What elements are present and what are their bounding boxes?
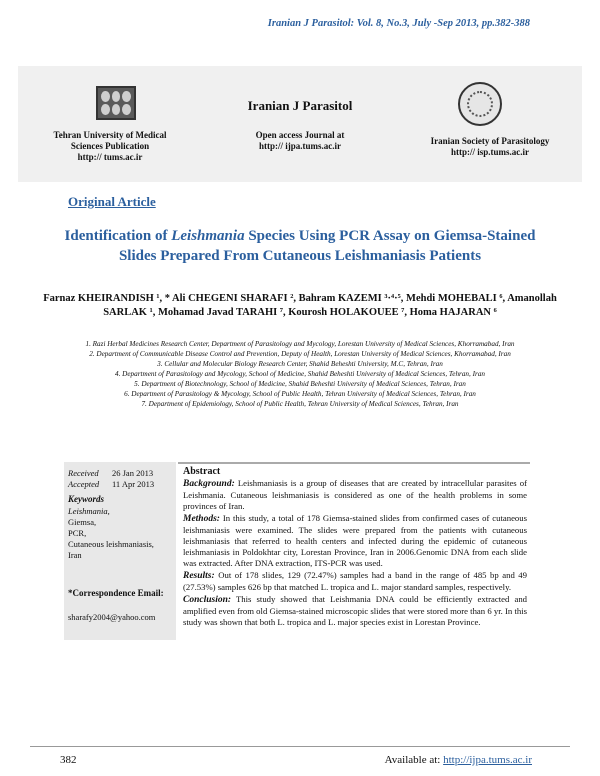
journal-link[interactable]: http://ijpa.tums.ac.ir	[443, 754, 532, 766]
masthead-society	[400, 136, 580, 158]
accepted-label: Accepted	[68, 479, 100, 489]
keywords-list	[68, 506, 154, 561]
conclusion-text: This study showed that Leishmania DNA could be efficiently extracted and amplified even from old Giemsa-stained microscopic slides that were stored more than 6 yr. In this study was shown that both L. tropica and L. major species exist in Lorestan Province.	[183, 594, 528, 627]
title-part-1: Identification of	[64, 228, 172, 244]
available-label: Available at:	[384, 754, 444, 766]
page-number: 382	[60, 754, 77, 766]
footer-divider	[30, 746, 570, 747]
masthead-journal-title: Iranian J Parasitol	[247, 98, 353, 113]
abstract-heading: Abstract	[183, 466, 221, 477]
background-text: Leishmaniasis is a group of diseases that are created by intracellular parasites of Leishmania. Cutaneous leishmaniasis is considered as one of the health problems in some provinces of Iran.	[183, 478, 527, 511]
keyword-item: Iran	[68, 550, 82, 560]
publisher-line-2: Sciences Publication	[70, 141, 150, 151]
affiliation-item: 5. Department of Biotechnology, School of Medicine, Shahid Beheshti University of Medical Sciences, Tehran, Iran	[134, 380, 466, 388]
affiliation-item: 6. Department of Parasitology & Mycology, School of Public Health, Tehran University of Medical Sciences, Tehran, Iran	[124, 390, 476, 398]
methods-label: Methods:	[183, 514, 220, 524]
affiliation-item: 3. Cellular and Molecular Biology Research Center, Shahid Beheshti University, M.C, Tehran, Iran	[157, 360, 443, 368]
correspondence-email[interactable]: sharafy2004@yahoo.com	[68, 612, 156, 622]
society-name: Iranian Society of Parasitology	[430, 136, 550, 146]
availability-note	[385, 754, 532, 766]
received-label: Received	[68, 468, 99, 478]
accepted-date: 11 Apr 2013	[112, 479, 155, 489]
correspondence-heading: *Correspondence Email:	[68, 588, 164, 598]
section-label: Original Article	[68, 194, 156, 209]
methods-text: In this study, a total of 178 Giemsa-stained slides from confirmed cases of cutaneous leishmaniasis were examined. The slides were prepared from the patients with cutaneous leishmaniasis that referred to health centers and infected during the epidemic of cutaneous leishmaniasis in Poldokhtar city, Lorestan Province, Iran in 2006.Genomic DNA from each slide was extracted. After DNA extraction, ITS-PCR was used.	[183, 513, 527, 568]
masthead-open-access	[220, 130, 380, 152]
article-dates	[68, 468, 154, 490]
results-text: Out of 178 slides, 129 (72.47%) samples had a band in the range of 485 bp and 49 (27.53%) samples 626 bp that matched L. tropica and L. major standard samples, respectively.	[183, 570, 527, 592]
affiliation-list	[30, 339, 570, 409]
publisher-line-1: Tehran University of Medical	[53, 130, 167, 140]
article-title	[60, 226, 540, 266]
title-genus: Leishmania	[171, 228, 245, 244]
affiliation-item: 2. Department of Communicable Disease Control and Prevention, Deputy of Health, Lorestan University of Medical Sciences, Khorramabad, Iran	[89, 350, 511, 358]
title-part-2: Species Using PCR Assay on Giemsa-Stained Slides Prepared From Cutaneous Leishmaniasis Patients	[118, 228, 536, 264]
author-list: Farnaz KHEIRANDISH ¹, * Ali CHEGENI SHARAFI ², Bahram KAZEMI ³·⁴·⁵, Mehdi MOHEBALI ⁶, Amanollah SARLAK ¹, Mohamad Javad TARAHI ⁷, Kourosh HOLAKOUEE ⁷, Homa HAJARAN ⁶	[43, 293, 557, 318]
masthead-publisher	[30, 130, 190, 163]
abstract-text	[183, 466, 527, 629]
keyword-item: Cutaneous leishmaniasis,	[68, 539, 154, 549]
received-date: 26 Jan 2013	[112, 468, 154, 478]
keyword-item: PCR,	[68, 528, 87, 538]
background-label: Background:	[183, 479, 235, 489]
keyword-item: Leishmania,	[68, 506, 110, 516]
society-url[interactable]: http:// isp.tums.ac.ir	[450, 147, 529, 157]
conclusion-label: Conclusion:	[183, 595, 232, 605]
journal-citation: Iranian J Parasitol: Vol. 8, No.3, July -Sep 2013, pp.382-388	[267, 18, 530, 29]
affiliation-item: 4. Department of Parasitology and Mycology, School of Medicine, Shahid Beheshti University of Medical Sciences, Tehran, Iran	[114, 370, 486, 378]
masthead-band	[18, 66, 582, 182]
affiliation-item: 7. Department of Epidemiology, School of Public Health, Tehran University of Medical Sciences, Tehran, Iran	[141, 400, 459, 408]
affiliation-item: 1. Razi Herbal Medicines Research Center, Department of Parasitology and Mycology, Lorestan University of Medical Sciences, Khorramabad, Iran	[85, 340, 515, 348]
journal-url[interactable]: http:// ijpa.tums.ac.ir	[259, 141, 341, 151]
keywords-heading: Keywords	[68, 494, 104, 504]
keyword-item: Giemsa,	[68, 517, 97, 527]
results-label: Results:	[183, 571, 215, 581]
open-access-line: Open access Journal at	[255, 130, 345, 140]
publisher-url[interactable]: http:// tums.ac.ir	[77, 152, 143, 162]
